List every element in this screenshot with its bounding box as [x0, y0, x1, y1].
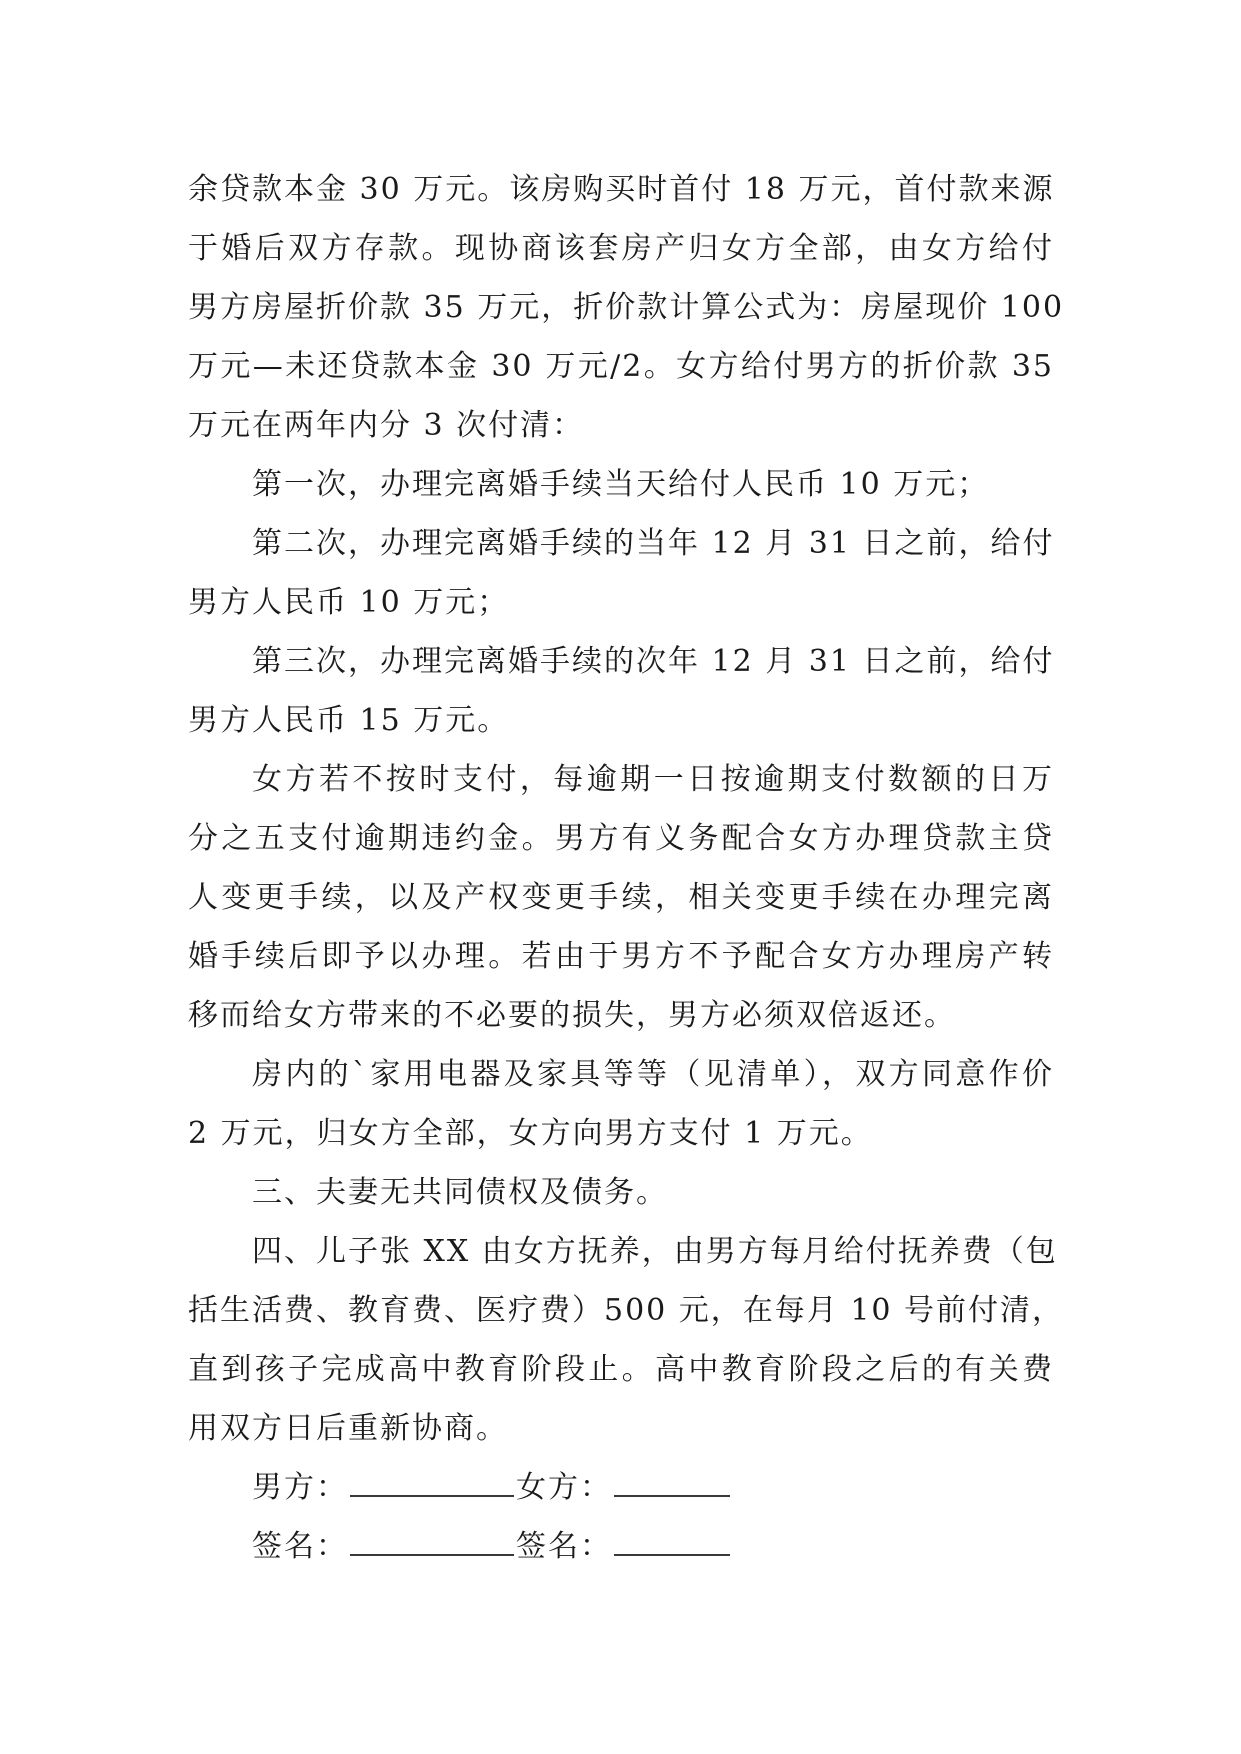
text-line: 2 万元，归女方全部，女方向男方支付 1 万元。	[188, 1116, 873, 1151]
text-line: 万元—未还贷款本金 30 万元/2。女方给付男方的折价款 35	[188, 349, 1054, 384]
male-signature-label: 签名：	[252, 1529, 348, 1564]
female-party-label: 女方：	[516, 1470, 612, 1505]
text-line: 男方房屋折价款 35 万元，折价款计算公式为：房屋现价 100	[188, 290, 1065, 325]
text-line: 男方人民币 15 万元。	[188, 703, 510, 738]
male-party-blank	[350, 1473, 514, 1497]
paragraph-payment-1	[188, 455, 1054, 514]
text-line: 余贷款本金 30 万元。该房购买时首付 18 万元，首付款来源	[188, 172, 1055, 207]
text-line: 括生活费、教育费、医疗费）500 元，在每月 10 号前付清，	[188, 1293, 1065, 1328]
paragraph-penalty	[188, 750, 1054, 1045]
female-signature-label: 签名：	[516, 1529, 612, 1564]
text-line: 女方若不按时支付，每逾期一日按逾期支付数额的日万	[252, 762, 1054, 797]
text-line: 四、儿子张 XX 由女方抚养，由男方每月给付抚养费（包	[252, 1234, 1058, 1269]
text-line: 婚手续后即予以办理。若由于男方不予配合女方办理房产转	[188, 939, 1054, 974]
signature-row-parties	[188, 1458, 1054, 1517]
paragraph-custody	[188, 1222, 1065, 1458]
signature-block	[188, 1458, 1054, 1576]
text-line: 第一次，办理完离婚手续当天给付人民币 10 万元；	[252, 467, 990, 502]
text-line: 第二次，办理完离婚手续的当年 12 月 31 日之前，给付	[252, 526, 1055, 561]
paragraph-debts	[188, 1163, 1054, 1222]
female-signature-blank	[614, 1532, 730, 1556]
paragraph-payment-2	[188, 514, 1054, 632]
text-line: 万元在两年内分 3 次付清：	[188, 408, 585, 443]
paragraph-house-price	[188, 160, 1065, 455]
paragraph-payment-3	[188, 632, 1054, 750]
text-line: 分之五支付逾期违约金。男方有义务配合女方办理贷款主贷	[188, 821, 1054, 856]
male-party-label: 男方：	[252, 1470, 348, 1505]
text-line: 三、夫妻无共同债权及债务。	[252, 1175, 668, 1210]
text-line: 房内的`家用电器及家具等等（见清单），双方同意作价	[252, 1057, 1054, 1092]
text-line: 直到孩子完成高中教育阶段止。高中教育阶段之后的有关费	[188, 1352, 1054, 1387]
male-signature-blank	[350, 1532, 514, 1556]
text-line: 用双方日后重新协商。	[188, 1411, 508, 1446]
text-line: 男方人民币 10 万元；	[188, 585, 510, 620]
document-body	[188, 160, 1065, 1576]
paragraph-furniture	[188, 1045, 1054, 1163]
text-line: 于婚后双方存款。现协商该套房产归女方全部，由女方给付	[188, 231, 1054, 266]
text-line: 人变更手续，以及产权变更手续，相关变更手续在办理完离	[188, 880, 1054, 915]
signature-row-signatures	[188, 1517, 1054, 1576]
text-line: 第三次，办理完离婚手续的次年 12 月 31 日之前，给付	[252, 644, 1055, 679]
text-line: 移而给女方带来的不必要的损失，男方必须双倍返还。	[188, 998, 956, 1033]
female-party-blank	[614, 1473, 730, 1497]
